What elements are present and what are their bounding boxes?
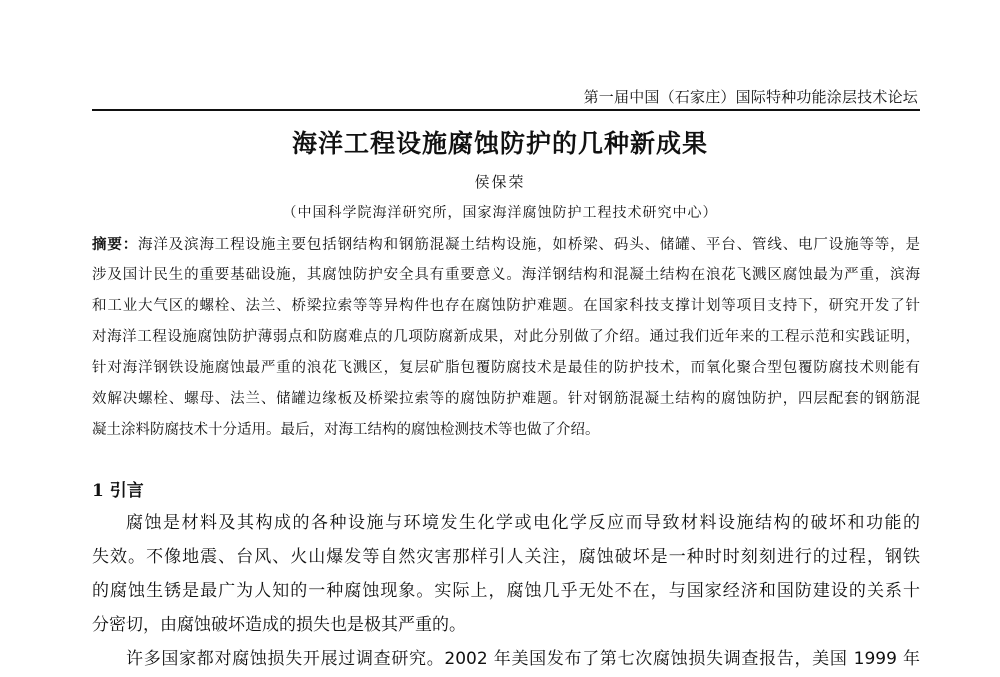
body-line: 许多国家都对腐蚀损失开展过调查研究。2002 年美国发布了第七次腐蚀损失调查报告，美国 1999 年 xyxy=(126,649,920,669)
body-line: 失效。不像地震、台风、火山爆发等自然灾害那样引人关注，腐蚀破坏是一种时时刻刻进行的过程，钢铁 xyxy=(92,547,920,567)
body-text xyxy=(92,506,920,676)
abstract-line: 效解决螺栓、螺母、法兰、储罐边缘板及桥梁拉索等的腐蚀防护难题。针对钢筋混凝土结构的腐蚀防护，四层配套的钢筋混 xyxy=(92,391,920,407)
running-head: 第一届中国（石家庄）国际特种功能涂层技术论坛 xyxy=(583,88,918,106)
abstract-line: 凝土涂料防腐技术十分适用。最后，对海工结构的腐蚀检测技术等也做了介绍。 xyxy=(92,422,600,438)
abstract-line-text: 海洋及滨海工程设施主要包括钢结构和钢筋混凝土结构设施，如桥梁、码头、储罐、平台、管线、电厂设施等等，是 xyxy=(138,237,920,253)
abstract xyxy=(92,229,920,446)
abstract-line: 和工业大气区的螺栓、法兰、桥梁拉索等等异构件也存在腐蚀防护难题。在国家科技支撑计划等项目支持下，研究开发了针 xyxy=(92,298,920,314)
abstract-label: 摘要： xyxy=(92,236,139,253)
abstract-line: 对海洋工程设施腐蚀防护薄弱点和防腐难点的几项防腐新成果，对此分别做了介绍。通过我们近年来的工程示范和实践证明， xyxy=(92,329,920,345)
body-line: 分密切，由腐蚀破坏造成的损失也是极其严重的。 xyxy=(92,615,466,635)
abstract-line: 针对海洋钢铁设施腐蚀最严重的浪花飞溅区，复层矿脂包覆防腐技术是最佳的防护技术，而氧化聚合型包覆防腐技术则能有 xyxy=(92,360,920,376)
abstract-line xyxy=(92,229,920,260)
author-name: 侯保荣 xyxy=(474,173,526,191)
section-heading: 1 引言 xyxy=(92,481,144,501)
paper-title: 海洋工程设施腐蚀防护的几种新成果 xyxy=(291,129,708,158)
author-affiliation: （中国科学院海洋研究所，国家海洋腐蚀防护工程技术研究中心） xyxy=(282,205,718,221)
header-rule xyxy=(92,109,920,111)
body-line: 腐蚀是材料及其构成的各种设施与环境发生化学或电化学反应而导致材料设施结构的破坏和功能的 xyxy=(126,513,920,533)
body-line: 的腐蚀生锈是最广为人知的一种腐蚀现象。实际上，腐蚀几乎无处不在，与国家经济和国防建设的关系十 xyxy=(92,581,920,601)
abstract-line: 涉及国计民生的重要基础设施，其腐蚀防护安全具有重要意义。海洋钢结构和混凝土结构在浪花飞溅区腐蚀最为严重，滨海 xyxy=(92,267,920,283)
